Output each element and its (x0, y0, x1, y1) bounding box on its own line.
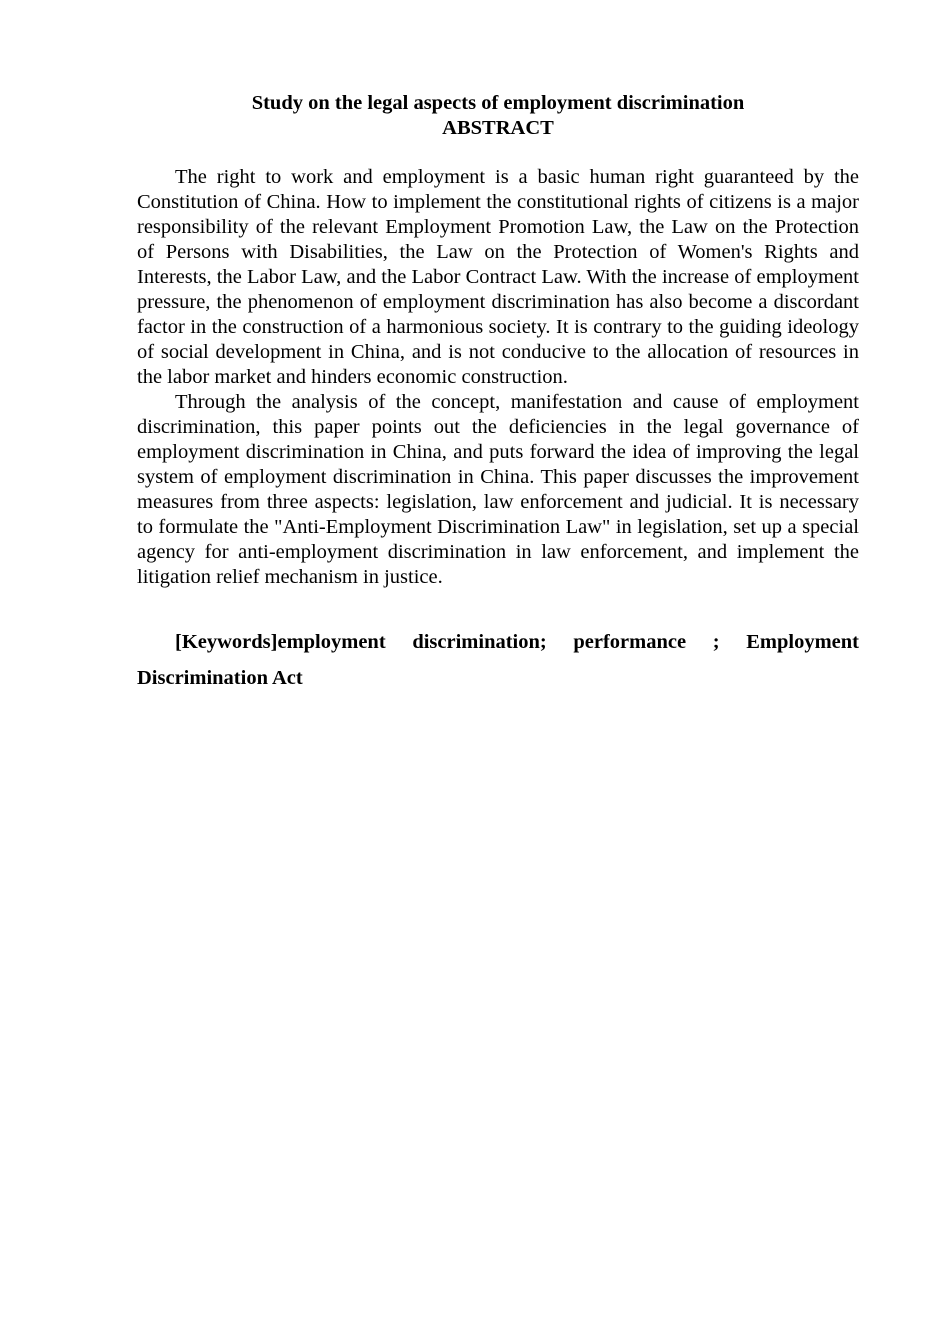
abstract-heading: ABSTRACT (442, 117, 554, 139)
document-page (137, 91, 859, 717)
keywords-line: [Keywords]employment discrimination; performance ; Employment Discrimination Act (137, 631, 859, 689)
abstract-paragraph-1: The right to work and employment is a basic human right guaranteed by the Constitution of China. How to implement the constitutional rights of citizens is a major responsibility of the relevant Employment Promotion Law, the Law on the Protection of Persons with Disabilities, the Law on the Protection of Women's Rights and Interests, the Labor Law, and the Labor Contract Law. With the increase of employment pressure, the phenomenon of employment discrimination has also become a discordant factor in the construction of a harmonious society. It is contrary to the guiding ideology of social development in China, and is not conducive to the allocation of resources in the labor market and hinders economic construction. (137, 166, 859, 388)
abstract-paragraph-2: Through the analysis of the concept, manifestation and cause of employment discrimination, this paper points out the deficiencies in the legal governance of employment discrimination in China, and puts forward the idea of improving the legal system of employment discrimination in China. This paper discusses the improvement measures from three aspects: legislation, law enforcement and judicial. It is necessary to formulate the "Anti-Employment Discrimination Law" in legislation, set up a special agency for anti-employment discrimination in law enforcement, and implement the litigation relief mechanism in justice. (137, 391, 859, 588)
document-title: Study on the legal aspects of employment discrimination (251, 92, 745, 114)
